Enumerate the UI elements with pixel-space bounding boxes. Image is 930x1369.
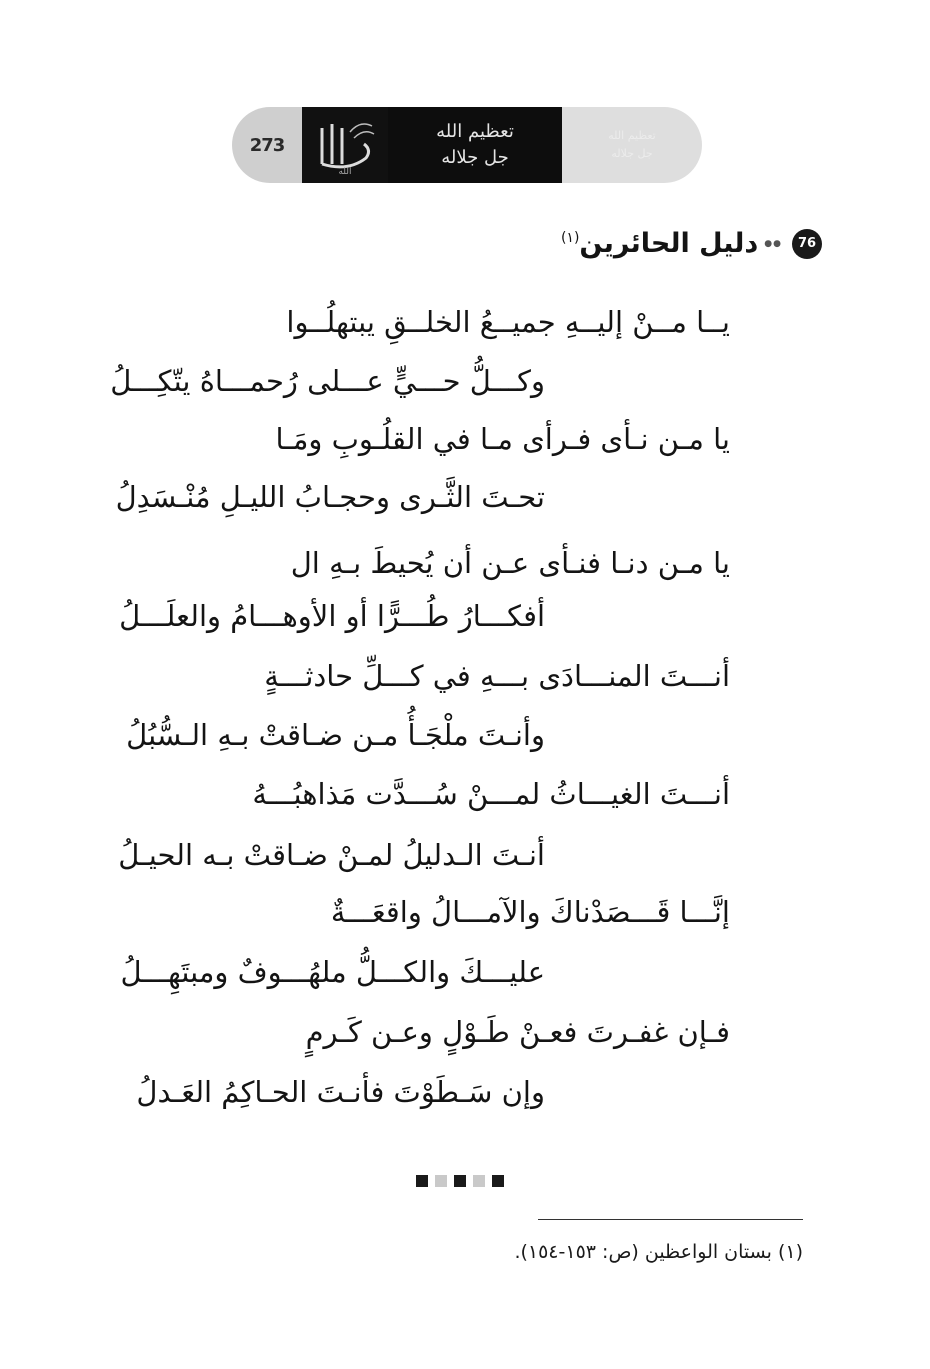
section-title [561,228,758,259]
footnote: (١) بستان الواعظين (ص: ١٥٣-١٥٤). [514,1241,803,1263]
poem-line: إنَّـــا قَـــصَدْناكَ والآمـــالُ واقعَـــةٌ [330,895,730,929]
poem-line: أنـــتَ المنـــادَى بـــهِ في كـــلِّ حادثـــةٍ [264,659,730,693]
allah-calligraphy-logo [302,107,388,183]
section-title-text: دليل الحائرين [579,228,759,259]
poem-line: أنـتَ الـدليلُ لمـنْ ضـاقتْ بـه الحيـلُ [118,838,545,872]
footnote-rule [538,1219,803,1220]
poem-line: وأنـتَ ملْجَـأُ مـن ضـاقتْ بـهِ الـسُّبُلُ [126,718,545,752]
header-band-line2: جل جلاله [611,147,653,160]
separator-square-icon [492,1175,504,1187]
section-number-badge: 76 [792,229,822,259]
separator-square-icon [435,1175,447,1187]
calligraphy-icon [310,114,380,176]
footnote-marker: (١) [560,230,580,246]
header-title [388,107,562,183]
poem-line: تحـتَ الثَّـرى وحجـابُ الليـلِ مُنْـسَدِلُ [115,480,545,514]
poem-line: وإن سَـطَوْتَ فأنـتَ الحـاكِمُ العَـدلُ [136,1075,545,1109]
poem-line: أنـــتَ الغيـــاثُ لمـــنْ سُـــدَّت مَذاهبُـــهُ [252,777,730,811]
running-header [232,107,702,183]
page-number: 273 [232,107,302,183]
poem-line: يــا مــنْ إليــهِ جميــعُ الخلــقِ يبتهلُــوا [286,305,730,339]
poem-line: أفكـــارُ طُـــرًّا أو الأوهـــامُ والعلَـــلُ [119,599,545,633]
header-faded-band [562,107,702,183]
decorative-separator [416,1175,504,1189]
section-dots-icon: ●● [764,238,782,249]
header-band-line1: تعظيم الله [608,129,656,142]
logo-word: الله [338,167,352,176]
poem-line: يا مـن نـأى فـرأى مـا في القلُـوبِ ومَـا [275,422,730,456]
separator-square-icon [416,1175,428,1187]
poem-line: فـإن غفـرتَ فعـنْ طَـوْلٍ وعـن كَـرمٍ [305,1015,730,1049]
header-title-line1: تعظيم الله [436,121,514,142]
header-title-line2: جل جلاله [441,147,509,168]
poem-line: عليـــكَ والكـــلُّ ملهُـــوفٌ ومبتَهِـــلُ [120,955,545,989]
poem-line: وكـــلُّ حـــيٍّ عـــلى رُحمـــاهُ يتّكِـــلُ [110,364,545,398]
section-heading [561,228,822,259]
separator-square-icon [454,1175,466,1187]
poem-line: يا مـن دنـا فنـأى عـن أن يُحيطَ بـهِ ال [290,546,730,580]
separator-square-icon [473,1175,485,1187]
